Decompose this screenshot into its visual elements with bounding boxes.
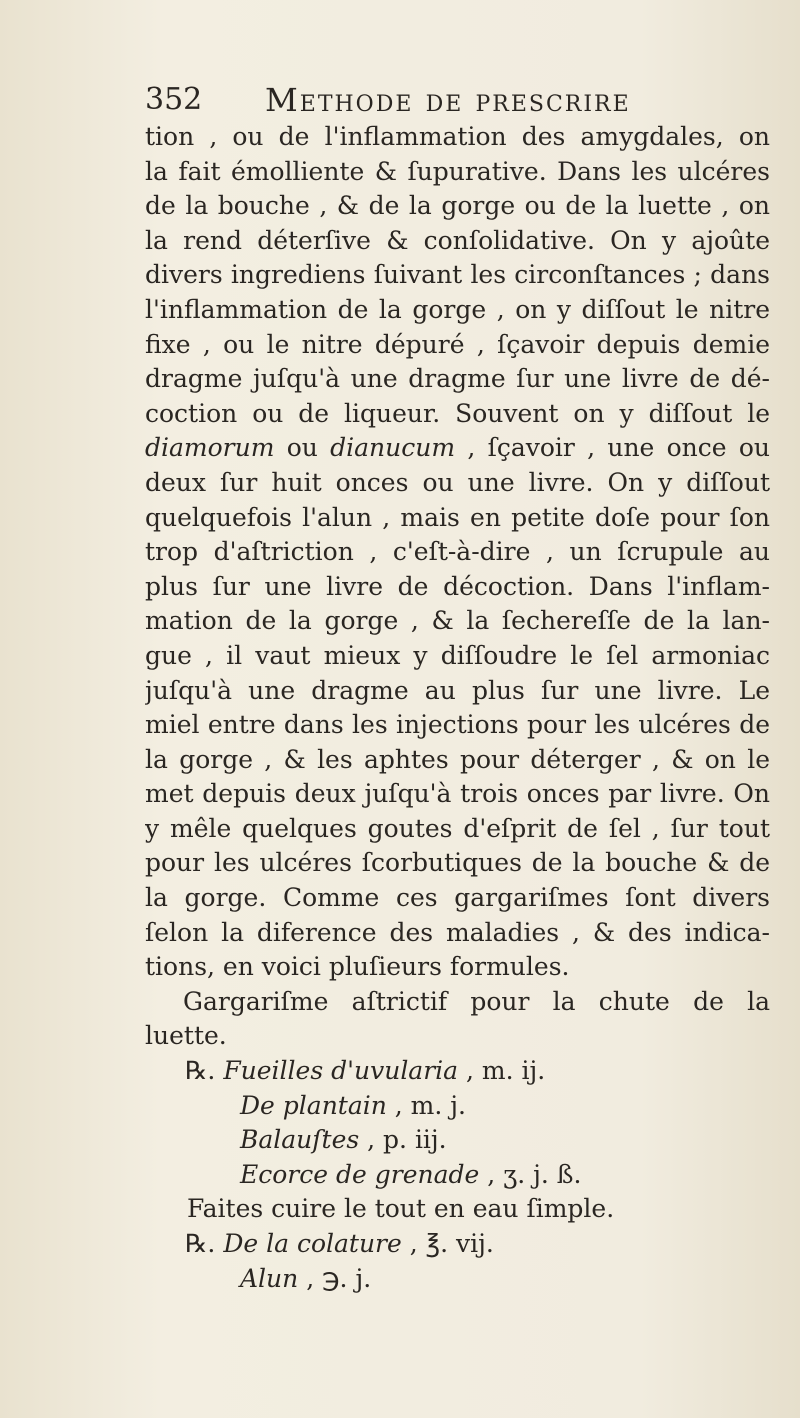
text-line bbox=[145, 708, 770, 743]
text-line bbox=[145, 1262, 770, 1297]
text-line bbox=[145, 1158, 770, 1193]
running-title: Methode de prescrire bbox=[265, 81, 631, 119]
text-line bbox=[145, 674, 770, 709]
text-run: , ℈. j. bbox=[298, 1263, 372, 1293]
text-run: fixe , ou le nitre dépuré , ſçavoir depuis demie bbox=[145, 329, 770, 359]
text-run: dragme juſqu'à une dragme ſur une livre de dé- bbox=[145, 364, 770, 394]
text-line bbox=[145, 1123, 770, 1158]
text-run: ℞. bbox=[185, 1056, 224, 1086]
text-line bbox=[145, 1054, 770, 1089]
text-run: pour les ulcéres ſcorbutiques de la bouche & de bbox=[145, 848, 770, 878]
italic-text: Ecorce de grenade bbox=[240, 1159, 480, 1189]
text-line bbox=[145, 985, 770, 1020]
text-line bbox=[145, 293, 770, 328]
text-run: , m. ij. bbox=[458, 1056, 546, 1086]
text-line bbox=[145, 916, 770, 951]
text-run: mation de la gorge , & la ſechereſſe de la lan- bbox=[145, 606, 770, 636]
text-run: , ℥. vij. bbox=[401, 1229, 494, 1258]
text-line bbox=[145, 501, 770, 536]
text-line bbox=[145, 846, 770, 881]
italic-text: dianucum bbox=[330, 433, 456, 463]
text-line bbox=[145, 812, 770, 847]
text-line bbox=[145, 1019, 770, 1054]
text-line bbox=[145, 189, 770, 224]
text-line bbox=[145, 224, 770, 259]
text-run: , p. iij. bbox=[359, 1125, 447, 1155]
text-line bbox=[145, 431, 770, 466]
text-run: divers ingrediens ſuivant les circonſtances ; dans bbox=[145, 260, 770, 290]
text-line bbox=[145, 777, 770, 812]
text-line bbox=[145, 328, 770, 363]
text-run: Gargariſme aſtrictif pour la chute de la bbox=[183, 986, 770, 1016]
italic-text: De plantain bbox=[240, 1090, 387, 1120]
text-run: ou bbox=[274, 433, 331, 463]
text-line bbox=[145, 639, 770, 674]
italic-text: Fueilles d'uvularia bbox=[223, 1056, 459, 1086]
text-run: la gorge , & les aphtes pour déterger , & on le bbox=[145, 744, 770, 774]
text-line bbox=[145, 1192, 770, 1227]
text-run: miel entre dans les injections pour les ulcéres de bbox=[145, 710, 770, 740]
text-run: tions, en voici pluſieurs formules. bbox=[145, 952, 570, 982]
page-number: 352 bbox=[145, 82, 203, 117]
text-run: ſelon la diference des maladies , & des indica- bbox=[145, 917, 770, 947]
text-line bbox=[145, 1089, 770, 1124]
text-run: gue , il vaut mieux y diſſoudre le ſel armoniac bbox=[145, 640, 770, 670]
text-run: y mêle quelques goutes d'eſprit de ſel , ſur tout bbox=[145, 813, 770, 843]
text-run: la rend déterſive & conſolidative. On y ajoûte bbox=[145, 225, 770, 255]
italic-text: diamorum bbox=[145, 433, 275, 463]
text-line bbox=[145, 535, 770, 570]
text-line bbox=[145, 397, 770, 432]
text-run: , ʒ. j. ß. bbox=[479, 1159, 582, 1189]
italic-text: Balauſtes bbox=[240, 1125, 360, 1155]
text-run: , m. j. bbox=[386, 1090, 466, 1120]
text-run: deux ſur huit onces ou une livre. On y diſſout bbox=[145, 467, 770, 497]
text-line bbox=[145, 362, 770, 397]
text-run: coction ou de liqueur. Souvent on y diſſout le bbox=[145, 398, 770, 428]
text-run: met depuis deux juſqu'à trois onces par livre. On bbox=[145, 779, 770, 809]
italic-text: De la colature bbox=[223, 1229, 402, 1258]
text-line bbox=[145, 604, 770, 639]
text-line bbox=[145, 120, 770, 155]
page-header bbox=[145, 80, 675, 120]
text-line bbox=[145, 950, 770, 985]
text-run: Faites cuire le tout en eau ſimple. bbox=[187, 1194, 615, 1224]
text-line bbox=[145, 743, 770, 778]
text-run: ℞. bbox=[185, 1229, 224, 1258]
body-text bbox=[145, 120, 770, 1296]
text-run: l'inflammation de la gorge , on y diſſout le nitre bbox=[145, 294, 770, 324]
text-run: tion , ou de l'inflammation des amygdales, on bbox=[145, 122, 770, 151]
text-run: , ſçavoir , une once ou bbox=[455, 433, 770, 463]
text-run: la gorge. Comme ces gargariſmes ſont divers bbox=[145, 883, 770, 913]
text-run: luette. bbox=[145, 1021, 227, 1051]
text-line bbox=[145, 155, 770, 190]
text-run: de la bouche , & de la gorge ou de la luette , on bbox=[145, 191, 770, 221]
text-run: la fait émolliente & ſupurative. Dans les ulcéres bbox=[145, 156, 770, 186]
text-line bbox=[145, 570, 770, 605]
text-line bbox=[145, 466, 770, 501]
text-run: quelquefois l'alun , mais en petite doſe pour ſon bbox=[145, 502, 770, 532]
italic-text: Alun bbox=[240, 1263, 299, 1293]
text-run: juſqu'à une dragme au plus ſur une livre. Le bbox=[145, 675, 770, 705]
text-run: plus ſur une livre de décoction. Dans l'inflam- bbox=[145, 571, 770, 601]
text-line bbox=[145, 258, 770, 293]
text-line bbox=[145, 1227, 770, 1262]
text-run: trop d'aſtriction , c'eſt-à-dire , un ſcrupule au bbox=[145, 537, 770, 567]
text-line bbox=[145, 881, 770, 916]
